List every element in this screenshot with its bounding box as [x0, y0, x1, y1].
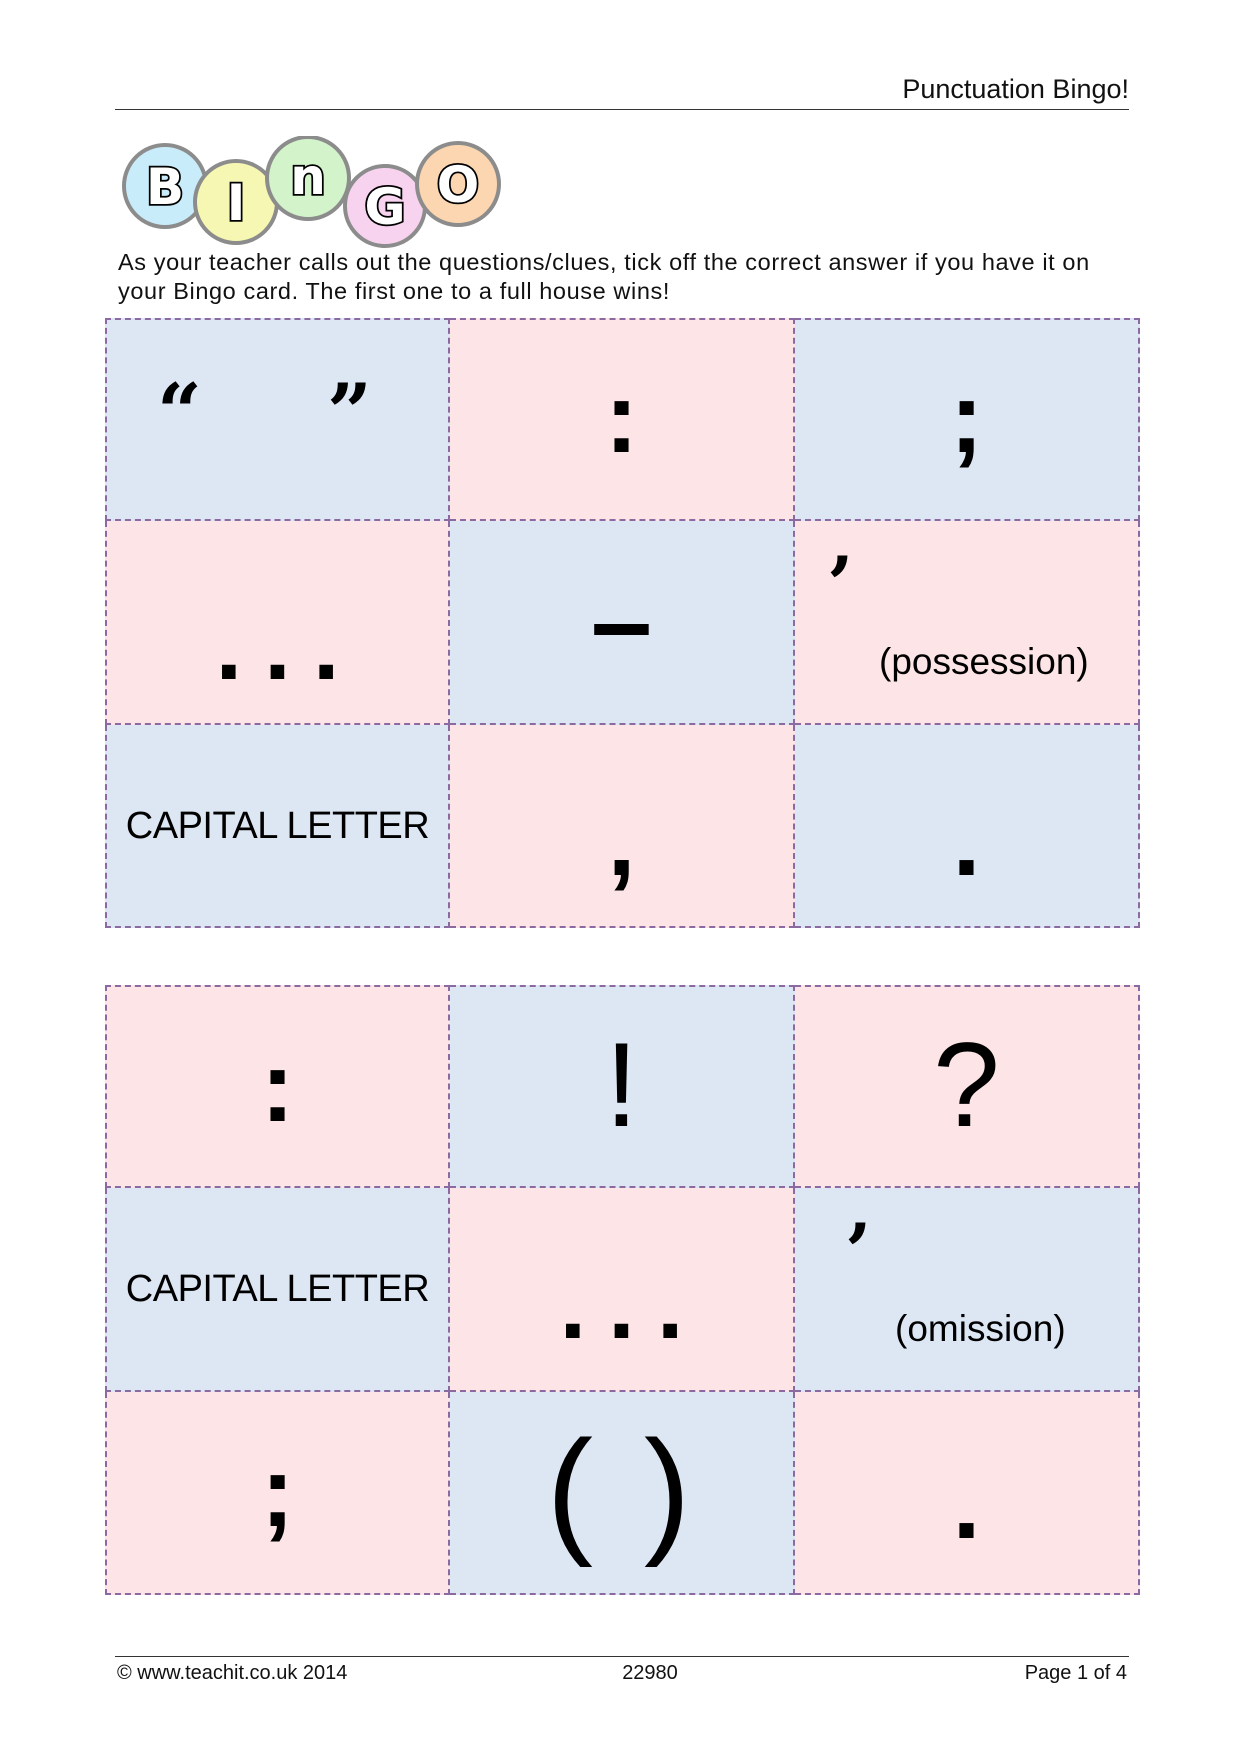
logo-letter-g: G	[364, 178, 406, 236]
card1-cell-capital-letter[interactable]	[105, 725, 450, 928]
omission-label: (omission)	[895, 1308, 1066, 1350]
footer-divider	[115, 1656, 1129, 1657]
logo-letter-b: B	[145, 158, 185, 216]
card2-cell-question[interactable]	[795, 985, 1140, 1188]
card1-cell-comma[interactable]	[450, 725, 795, 928]
card1-cell-quotes[interactable]	[105, 318, 450, 521]
full-stop-symbol: .	[952, 784, 981, 897]
card2-cell-semicolon[interactable]	[105, 1392, 450, 1595]
card1-cell-colon[interactable]	[450, 318, 795, 521]
ellipsis-symbol: ...	[559, 1252, 706, 1360]
page-title: Punctuation Bingo!	[902, 74, 1129, 104]
card2-cell-ellipsis[interactable]	[450, 1188, 795, 1391]
bingo-card-2	[105, 985, 1140, 1595]
colon-symbol: :	[604, 362, 639, 474]
bingo-card-1	[105, 318, 1140, 928]
card2-cell-colon[interactable]	[105, 985, 450, 1188]
dash-symbol: –	[590, 560, 653, 684]
logo-letter-o: O	[436, 156, 480, 214]
instructions: As your teacher calls out the questions/clues, tick off the correct answer if you have it on your Bingo card. The first one to a full house wins!	[118, 249, 1090, 304]
logo-letter-n: n	[290, 148, 326, 206]
logo-letter-i: I	[226, 174, 246, 232]
close-quote-symbol: ”	[327, 367, 372, 458]
possession-label: (possession)	[879, 641, 1089, 683]
apostrophe-symbol: ’	[845, 1207, 872, 1297]
card1-cell-semicolon[interactable]	[795, 318, 1140, 521]
footer-copyright: © www.teachit.co.uk 2014	[117, 1662, 348, 1684]
brackets-symbol: ( )	[546, 1410, 697, 1568]
footer-page-number: Page 1 of 4	[1024, 1662, 1127, 1684]
question-symbol: ?	[933, 1018, 1000, 1152]
card2-cell-exclamation[interactable]	[450, 985, 795, 1188]
card1-cell-full-stop[interactable]	[795, 725, 1140, 928]
bingo-logo	[118, 136, 513, 248]
card2-cell-full-stop[interactable]	[795, 1392, 1140, 1595]
card2-cell-brackets[interactable]	[450, 1392, 795, 1595]
capital-letter-label: CAPITAL LETTER	[125, 804, 430, 847]
exclamation-symbol: !	[604, 1018, 639, 1152]
open-quote-symbol: “	[157, 367, 202, 458]
apostrophe-symbol: ’	[827, 540, 854, 630]
colon-symbol: :	[260, 1031, 295, 1143]
full-stop-symbol: .	[952, 1447, 981, 1560]
card1-cell-dash[interactable]	[450, 521, 795, 724]
semicolon-symbol: ;	[260, 1435, 295, 1548]
capital-letter-label: CAPITAL LETTER	[125, 1268, 430, 1311]
header-divider	[115, 109, 1129, 110]
card1-cell-ellipsis[interactable]	[105, 521, 450, 724]
footer-resource-code: 22980	[622, 1662, 678, 1684]
ellipsis-symbol: ...	[215, 593, 362, 701]
card2-cell-apostrophe-omission[interactable]	[795, 1188, 1140, 1391]
card1-cell-apostrophe-possession[interactable]	[795, 521, 1140, 724]
card2-cell-capital-letter[interactable]	[105, 1188, 450, 1391]
semicolon-symbol: ;	[949, 362, 984, 474]
comma-symbol: ,	[607, 784, 636, 897]
